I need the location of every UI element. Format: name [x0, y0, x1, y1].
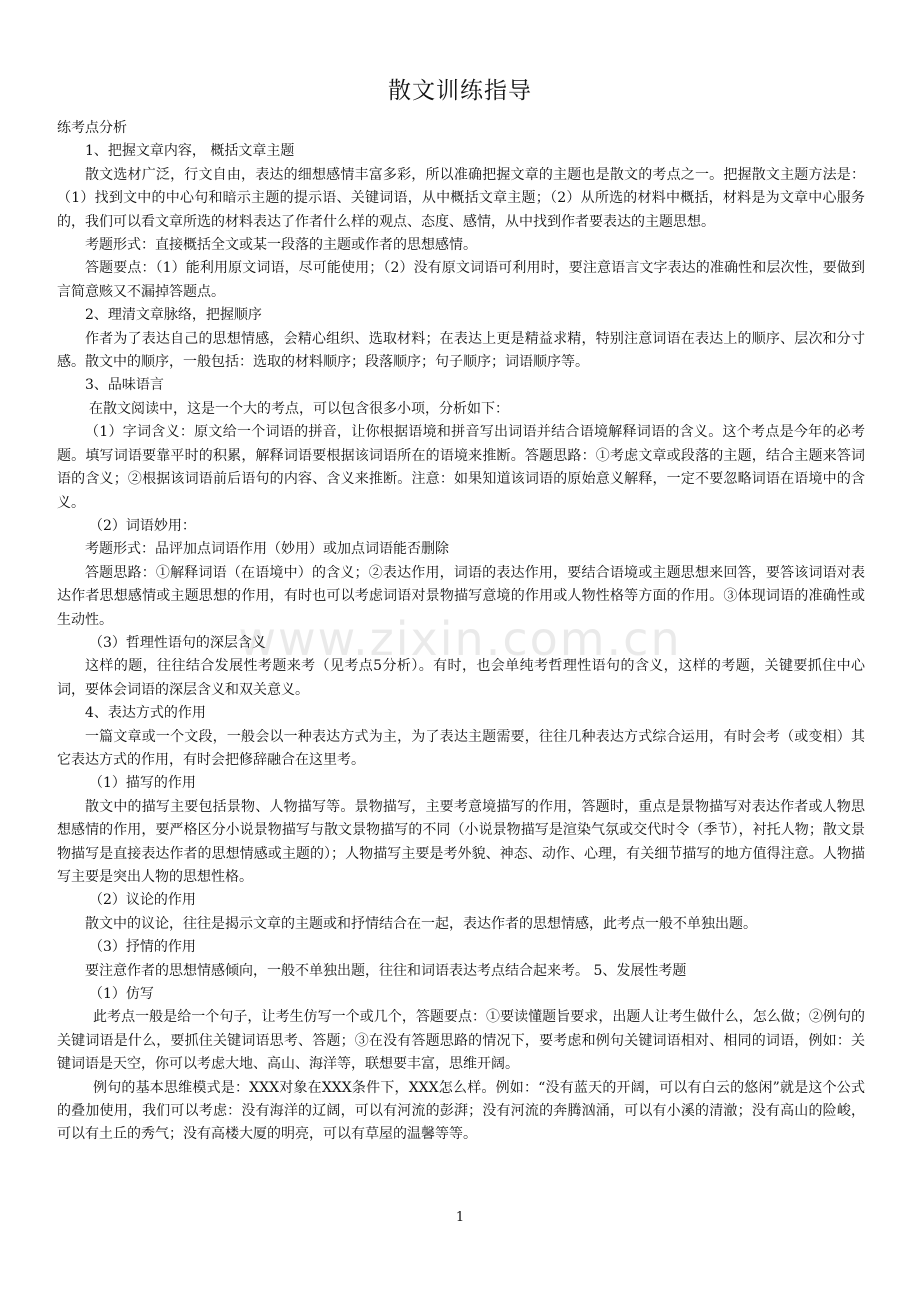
- paragraph: 要注意作者的思想情感倾向，一般不单独出题，往往和词语表达考点结合起来考。 5、发展性考题: [85, 962, 687, 979]
- section-heading: 练考点分析: [57, 120, 127, 136]
- paragraph: 散文中的描写主要包括景物、人物描写等。景物描写，主要考意境描写的作用，答题时，重点是景物描写对表达作者或人物思想感情的作用，要严格区分小说景物描写与散文景物描写的不同（小说景物描写是渲染气氛或交代时令（季节），衬托人物；散文景物描写是直接表达作者的思想情感或主题的）；人物描写主要是考外貌、神态、动作、心理，有关细节描写的地方值得注意。人物描写主要是突出人物的思想性格。: [57, 798, 865, 885]
- paragraph: 作者为了表达自己的思想情感，会精心组织、选取材料；在表达上更是精益求精，特别注意词语在表达上的顺序、层次和分寸感。散文中的顺序，一般包括：选取的材料顺序；段落顺序；句子顺序；词语顺序等。: [57, 330, 865, 371]
- paragraph: 考题形式：品评加点词语作用（妙用）或加点词语能否删除: [85, 541, 449, 558]
- paragraph: （1）字词含义：原文给一个词语的拼音，让你根据语境和拼音写出词语并结合语境解释词语的含义。这个考点是今年的必考题。填写词语要靠平时的积累，解释词语要根据该词语所在的语境来推断。答题思路：①考虑文章或段落的主题，结合主题来答词语的含义；②根据该词语前后语句的内容、含义来推断。注意：如果知道该词语的原始意义解释，一定不要忽略词语在语境中的含义。: [57, 424, 865, 511]
- sub-heading: （2）议论的作用: [89, 892, 196, 909]
- paragraph: 一篇文章或一个文段，一般会以一种表达方式为主，为了表达主题需要，往往几种表达方式综合运用，有时会考（或变相）其它表达方式的作用，有时会把修辞融合在这里考。: [57, 728, 865, 768]
- point-heading: 1、把握文章内容， 概括文章主题: [85, 143, 295, 160]
- sub-heading: （1）描写的作用: [89, 775, 196, 792]
- paragraph: 此考点一般是给一个句子，让考生仿写一个或几个，答题要点：①要读懂题旨要求，出题人让考生做什么，怎么做；②例句的关键词语是什么，要抓住关键词语思考、答题；③在没有答题思路的情况下，要考虑和例句关键词语相对、相同的词语，例如：关键词语是天空，你可以考虑大地、高山、海洋等，联想要丰富，思维开阔。: [57, 1009, 865, 1073]
- paragraph: 考题形式：直接概括全文或某一段落的主题或作者的思想感情。: [85, 237, 477, 254]
- paragraph: 散文中的议论，往往是揭示文章的主题或和抒情结合在一起，表达作者的思想情感，此考点一般不单独出题。: [85, 915, 757, 932]
- paragraph: 例句的基本思维模式是：XXX对象在XXX条件下，XXX怎么样。例如：“没有蓝天的开阔，可以有白云的悠闲”就是这个公式的叠加使用，我们可以考虑：没有海洋的辽阔，可以有河流的彭湃；没有河流的奔腾汹涌，可以有小溪的清澈；没有高山的险峻，可以有土丘的秀气；没有高楼大厦的明亮，可以有草屋的温馨等等。: [57, 1079, 865, 1143]
- paragraph: 在散文阅读中，这是一个大的考点，可以包含很多小项，分析如下：: [89, 400, 509, 417]
- sub-heading: （2）词语妙用：: [89, 517, 196, 534]
- paragraph: 这样的题，往往结合发展性考题来考（见考点5分析）。有时，也会单纯考哲理性语句的含义，这样的考题，关键要抓住中心词，要体会词语的深层含义和双关意义。: [57, 658, 865, 698]
- sub-heading: （3）哲理性语句的深层含义: [89, 634, 266, 651]
- paragraph: 答题思路：①解释词语（在语境中）的含义；②表达作用，词语的表达作用，要结合语境或主题思想来回答，要答该词语对表达作者思想感情或主题思想的作用，有时也可以考虑词语对景物描写意境的作用或人物性格等方面的作用。③体现词语的准确性或生动性。: [57, 564, 865, 628]
- document-body: [57, 117, 865, 1147]
- point-heading: 3、品味语言: [85, 377, 164, 394]
- page-title: 散文训练指导: [388, 78, 532, 104]
- sub-heading: （1）仿写: [89, 986, 154, 1003]
- page-number: 1: [455, 1210, 465, 1225]
- watermark: www.zixin.com.cn: [238, 612, 682, 666]
- point-heading: 4、表达方式的作用: [85, 705, 206, 722]
- paragraph: 散文选材广泛，行文自由，表达的细想感情丰富多彩，所以准确把握文章的主题也是散文的考点之一。把握散文主题方法是：（1）找到文中的中心句和暗示主题的提示语、关键词语，从中概括文章主题；（2）从所选的材料中概括，材料是为文章中心服务的，我们可以看文章所选的材料表达了作者什么样的观点、态度、感情，从中找到作者要表达的主题思想。: [57, 166, 865, 230]
- point-heading: 2、理清文章脉络，把握顺序: [85, 307, 262, 324]
- sub-heading: （3）抒情的作用: [89, 939, 196, 956]
- paragraph: 答题要点：（1）能利用原文词语，尽可能使用；（2）没有原文词语可利用时，要注意语言文字表达的准确性和层次性，要做到言简意赅又不漏掉答题点。: [57, 260, 865, 300]
